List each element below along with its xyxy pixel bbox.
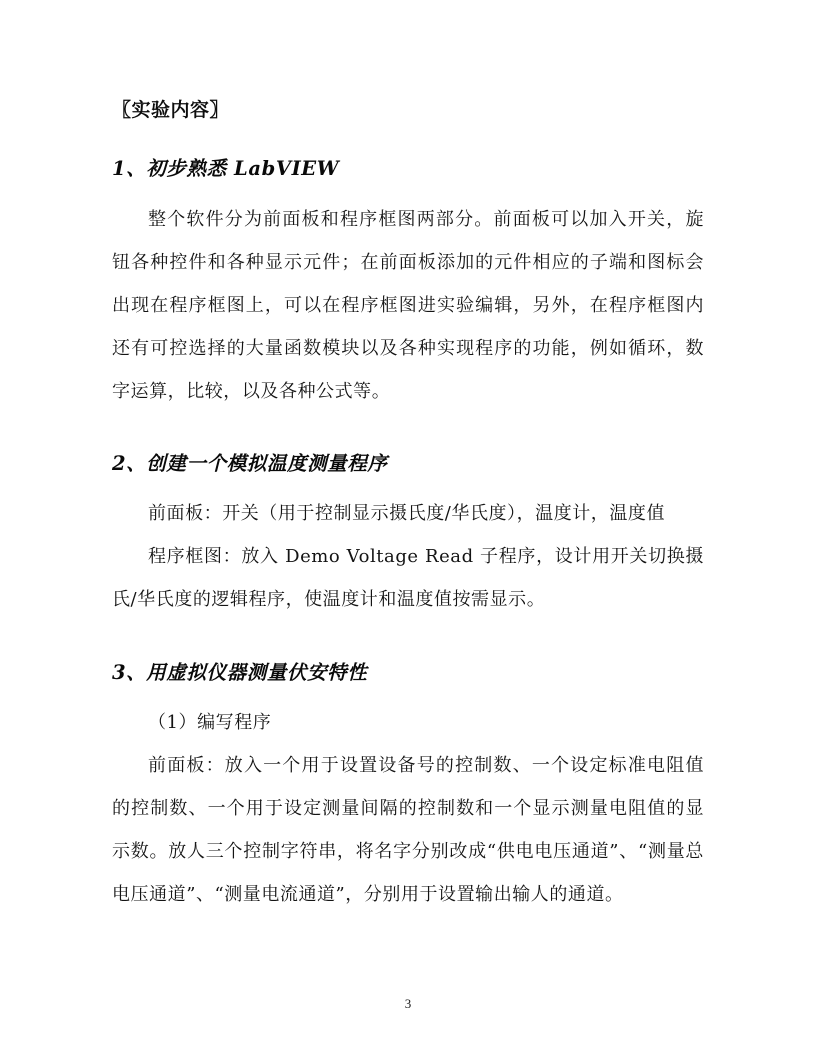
page-title: 〖实验内容〗 [112, 99, 230, 121]
section-3-paragraph-1: 前面板：放入一个用于设置设备号的控制数、一个设定标准电阻值的控制数、一个用于设定测量间隔的控制数和一个显示测量电阻值的显示数。放人三个控制字符串，将名字分别改成“供电电压通道”、“测量总电压通道”、“测量电流通道”，分别用于设置输出输人的通道。 [112, 755, 704, 905]
section-3-subheading: （1）编写程序 [148, 712, 272, 733]
section-2-paragraph-2: 程序框图：放入 Demo Voltage Read 子程序，设计用开关切换摄氏/华氏度的逻辑程序，使温度计和温度值按需显示。 [112, 546, 704, 610]
section-3-heading: 3、用虚拟仪器测量伏安特性 [112, 661, 368, 684]
section-1-paragraph-1: 整个软件分为前面板和程序框图两部分。前面板可以加入开关，旋钮各种控件和各种显示元件；在前面板添加的元件相应的子端和图标会出现在程序框图上，可以在程序框图进实验编辑，另外，在程序框图内还有可控选择的大量函数模块以及各种实现程序的功能，例如循环，数字运算，比较，以及各种公式等。 [112, 209, 704, 402]
section-2-paragraph-1: 前面板：开关（用于控制显示摄氏度/华氏度），温度计，温度值 [148, 503, 666, 524]
section-1-heading: 1、初步熟悉 LabVIEW [112, 157, 340, 180]
page-number: 3 [404, 996, 412, 1011]
section-2-heading: 2、创建一个模拟温度测量程序 [112, 452, 388, 475]
